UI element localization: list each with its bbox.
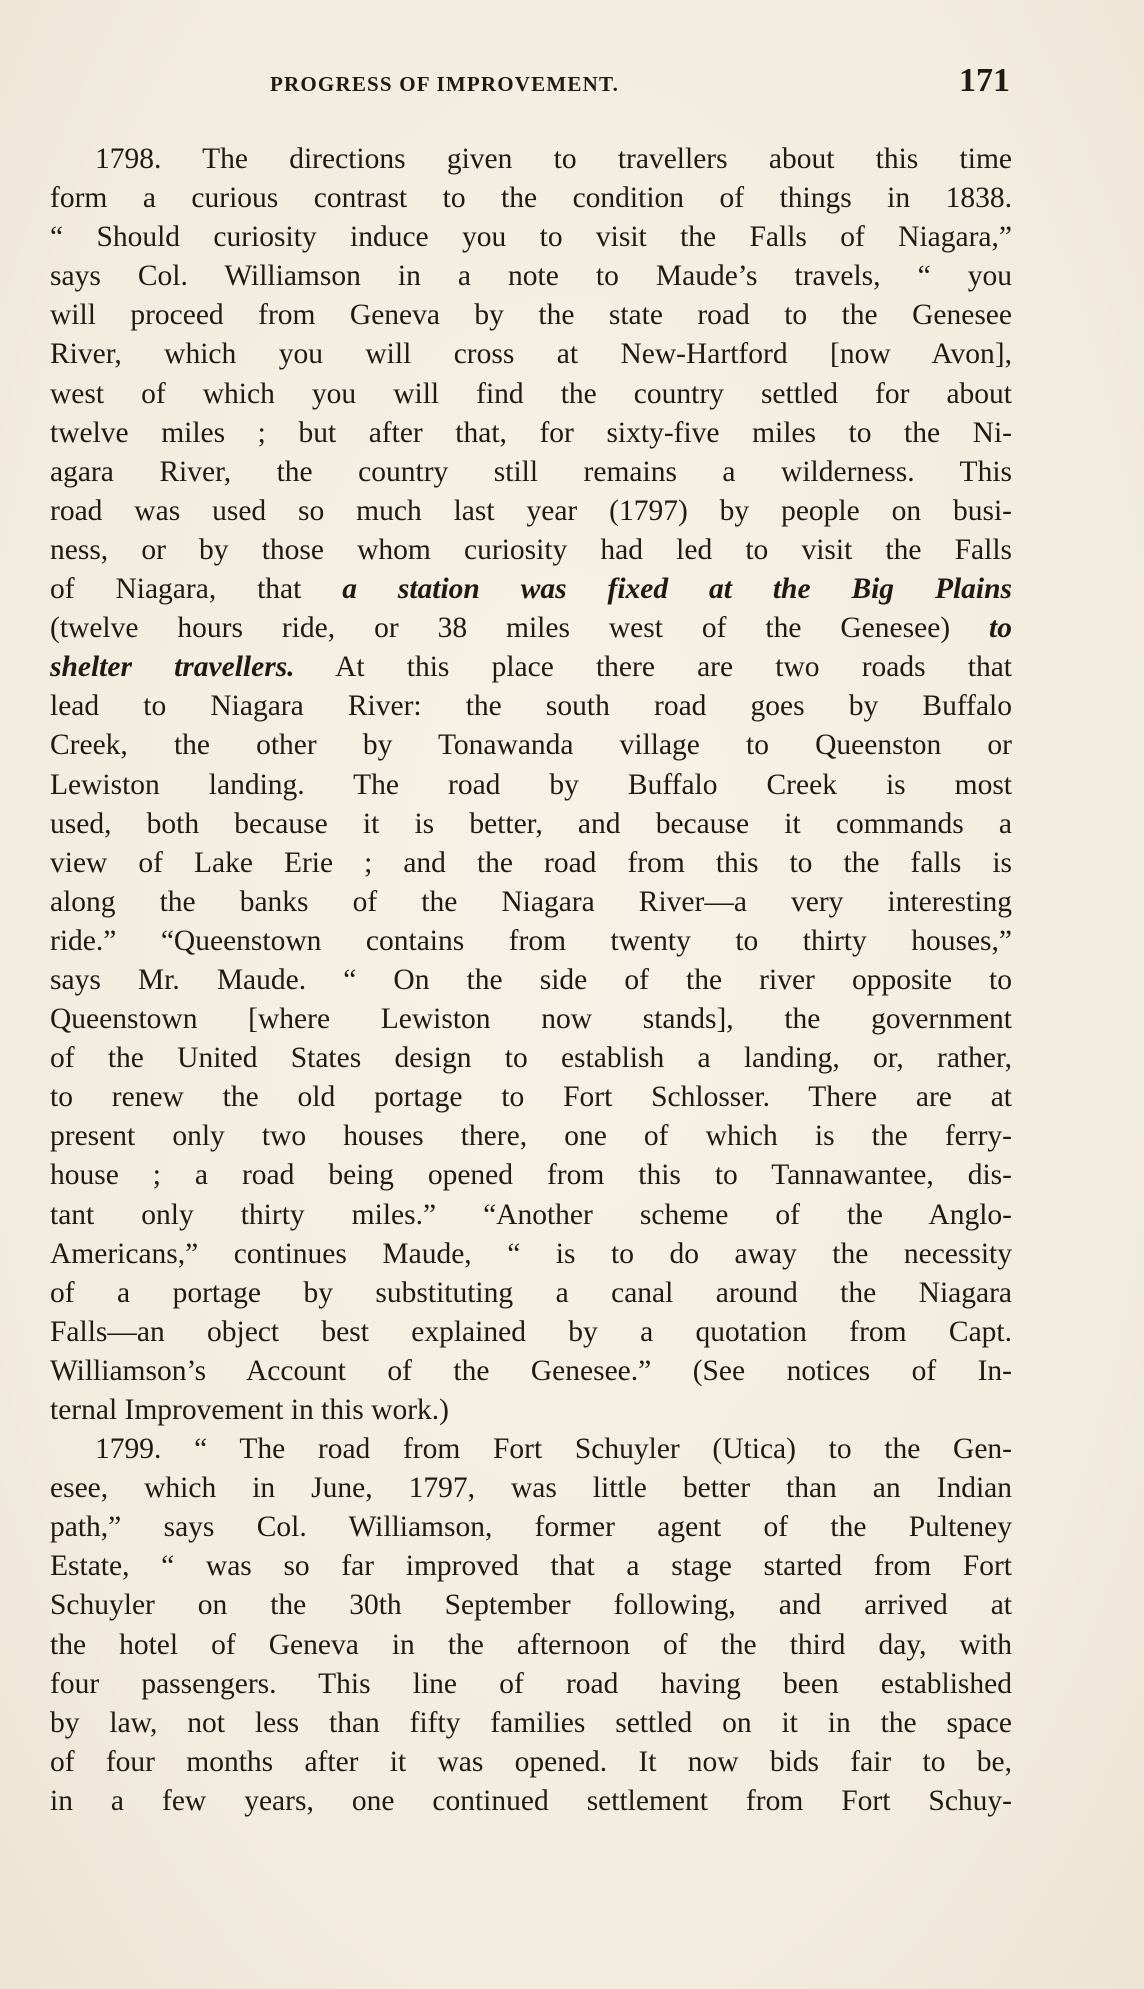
text-line: along the banks of the Niagara River—a very interesting <box>50 885 1012 918</box>
text-line: will proceed from Geneva by the state road to the Genesee <box>50 299 1012 332</box>
text-line: ness, or by those whom curiosity had led to visit the Falls <box>50 533 1012 566</box>
text-line: Queenstown [where Lewiston now stands], the government <box>50 1003 1012 1036</box>
text-line: the hotel of Geneva in the afternoon of the third day, with <box>50 1628 1012 1661</box>
text-line: form a curious contrast to the condition of things in 1838. <box>50 182 1012 215</box>
text-line: Estate, “ was so far improved that a stage started from Fort <box>50 1550 1012 1583</box>
text-line: four passengers. This line of road having been established <box>50 1667 1012 1700</box>
text-segment: (twelve hours ride, or 38 miles west of the Genesee) <box>50 612 990 645</box>
text-line: ternal Improvement in this work.) <box>50 1394 449 1426</box>
text-line: 1798. The directions given to travellers about this time <box>95 143 1012 175</box>
text-line: says Mr. Maude. “ On the side of the river opposite to <box>50 963 1012 996</box>
text-line: to renew the old portage to Fort Schlosser. There are at <box>50 1081 1012 1114</box>
text-line-emphasis <box>50 570 1012 609</box>
italic-segment: shelter travellers. <box>50 651 295 684</box>
text-line-emphasis <box>50 609 1012 648</box>
text-line: by law, not less than fifty families settled on it in the space <box>50 1706 1012 1739</box>
text-line: of the United States design to establish a landing, or, rather, <box>50 1042 1012 1075</box>
text-line: ride.” “Queenstown contains from twenty to thirty houses,” <box>50 924 1012 957</box>
running-head <box>270 62 1010 106</box>
text-line: says Col. Williamson in a note to Maude’s travels, “ you <box>50 260 1012 293</box>
text-line: present only two houses there, one of which is the ferry- <box>50 1120 1012 1153</box>
text-line: house ; a road being opened from this to Tannawantee, dis- <box>50 1159 1012 1192</box>
text-line: of four months after it was opened. It now bids fair to be, <box>50 1745 1012 1778</box>
text-line: tant only thirty miles.” “Another scheme of the Anglo- <box>50 1198 1012 1231</box>
text-line: road was used so much last year (1797) by people on busi- <box>50 494 1012 527</box>
text-line: of a portage by substituting a canal around the Niagara <box>50 1276 1012 1309</box>
text-line: Schuyler on the 30th September following, and arrived at <box>50 1589 1012 1622</box>
text-line: Williamson’s Account of the Genesee.” (See notices of In- <box>50 1354 1012 1387</box>
italic-segment: to <box>989 612 1012 645</box>
text-line: esee, which in June, 1797, was little better than an Indian <box>50 1472 1012 1505</box>
page-number: 171 <box>959 62 1010 99</box>
text-line: Lewiston landing. The road by Buffalo Creek is most <box>50 768 1012 801</box>
text-line: 1799. “ The road from Fort Schuyler (Utica) to the Gen- <box>95 1433 1012 1466</box>
text-segment: At this place there are two roads that <box>294 651 1012 684</box>
body-text <box>50 140 1012 1821</box>
running-title: PROGRESS OF IMPROVEMENT. <box>270 72 620 96</box>
italic-segment: a station was fixed at the Big Plains <box>342 573 1012 606</box>
text-line: Falls—an object best explained by a quotation from Capt. <box>50 1315 1012 1348</box>
text-line: “ Should curiosity induce you to visit the Falls of Niagara,” <box>50 221 1012 254</box>
text-line: agara River, the country still remains a wilderness. This <box>50 455 1012 488</box>
text-line: Americans,” continues Maude, “ is to do away the necessity <box>50 1237 1012 1270</box>
text-line: in a few years, one continued settlement from Fort Schuy- <box>50 1784 1012 1817</box>
text-line-emphasis <box>50 648 1012 687</box>
text-line: twelve miles ; but after that, for sixty-five miles to the Ni- <box>50 416 1012 449</box>
text-line: used, both because it is better, and because it commands a <box>50 807 1012 840</box>
text-line: west of which you will find the country settled for about <box>50 377 1012 410</box>
text-line: lead to Niagara River: the south road goes by Buffalo <box>50 690 1012 723</box>
text-segment: of Niagara, that <box>50 573 343 606</box>
text-line: River, which you will cross at New-Hartford [now Avon], <box>50 338 1012 371</box>
text-line: path,” says Col. Williamson, former agent of the Pulteney <box>50 1511 1012 1544</box>
text-line: Creek, the other by Tonawanda village to Queenston or <box>50 729 1012 762</box>
text-line: view of Lake Erie ; and the road from this to the falls is <box>50 846 1012 879</box>
